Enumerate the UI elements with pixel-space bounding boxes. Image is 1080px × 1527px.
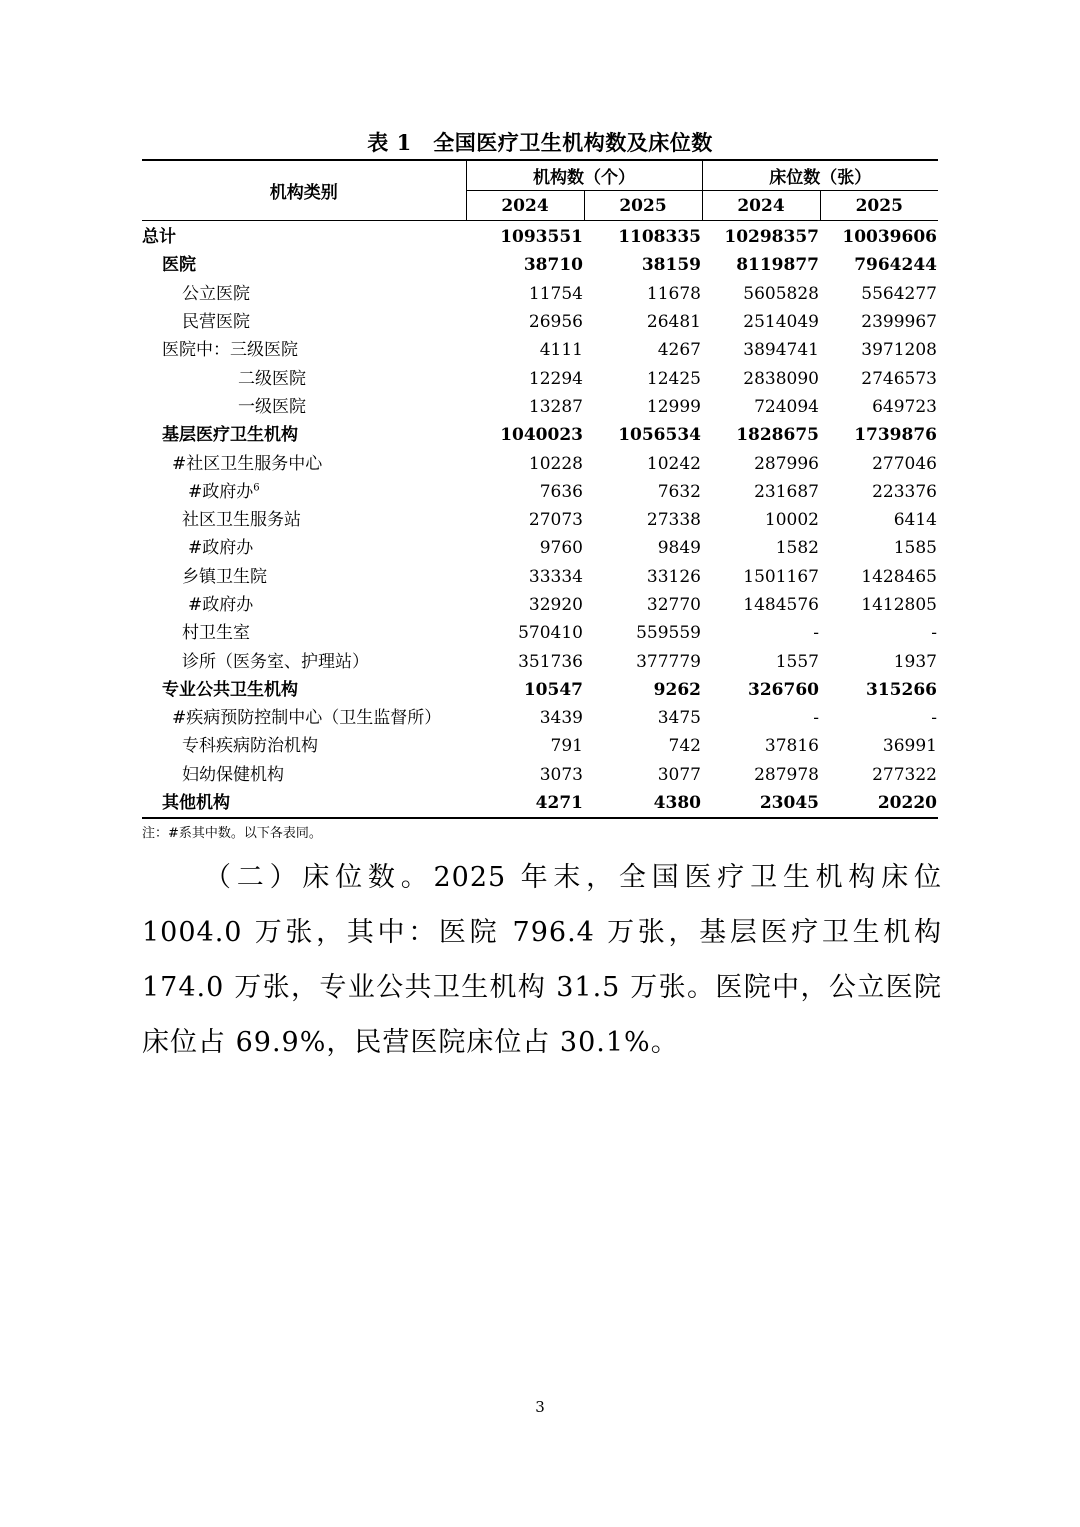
- row-label: #疾病预防控制中心（卫生监督所）: [172, 708, 442, 729]
- table-row: [142, 421, 938, 449]
- row-label: 民营医院: [182, 312, 250, 333]
- table-cell: 791: [550, 736, 583, 757]
- table-cell: 277322: [872, 764, 937, 785]
- table-note: 注：#系其中数。以下各表同。: [142, 826, 322, 841]
- table-cell: 10547: [523, 679, 583, 700]
- table-cell: 33334: [528, 566, 583, 587]
- table-cell: 5564277: [861, 283, 937, 304]
- table-cell: 38159: [641, 255, 701, 276]
- table-cell: 37816: [764, 736, 819, 757]
- table-cell: 277046: [872, 453, 937, 474]
- table-cell: 1937: [893, 651, 937, 672]
- table-cell: 351736: [518, 651, 583, 672]
- table-cell: 12999: [646, 396, 701, 417]
- table-cell: 36991: [882, 736, 937, 757]
- table-row: [142, 534, 938, 562]
- table-cell: 4380: [584, 789, 702, 818]
- table-cell: 10002: [764, 510, 819, 531]
- table-row: [142, 221, 938, 252]
- table-cell: 1108335: [618, 227, 701, 248]
- row-label: #政府办: [188, 595, 254, 615]
- table-cell: 287978: [754, 764, 819, 785]
- table-cell: 27073: [528, 510, 583, 531]
- row-label-text: #政府办: [188, 481, 254, 502]
- table-row: [142, 704, 938, 732]
- table-cell: 326760: [748, 679, 819, 700]
- row-label: 社区卫生服务站: [182, 510, 301, 531]
- table-cell: 1557: [775, 651, 819, 672]
- table-row: [142, 563, 938, 591]
- table-cell: 32770: [646, 595, 701, 615]
- table-row: [142, 478, 938, 506]
- table-cell: 1828675: [736, 425, 819, 446]
- table-cell: 7964244: [854, 255, 937, 276]
- table-cell: 2746573: [861, 368, 937, 389]
- table-cell: 10039606: [842, 227, 937, 248]
- table-row: [142, 647, 938, 675]
- table-cell: 377779: [636, 651, 701, 672]
- row-label: 诊所（医务室、护理站）: [182, 651, 369, 672]
- table-cell: 12425: [646, 368, 701, 389]
- table-cell: 1739876: [854, 425, 937, 446]
- table-row: [142, 364, 938, 392]
- table-row: [142, 761, 938, 789]
- table-cell: 1428465: [861, 566, 937, 587]
- table-row: [142, 336, 938, 364]
- row-label: #政府办: [188, 538, 254, 559]
- row-label: 乡镇卫生院: [182, 566, 267, 587]
- row-label: 总计: [142, 227, 176, 248]
- header-year: 2025: [820, 191, 938, 221]
- header-year: 2024: [466, 191, 584, 221]
- table-cell: -: [813, 708, 819, 729]
- row-label: 专业公共卫生机构: [162, 679, 298, 700]
- header-institutions-group: 机构数（个）: [466, 160, 702, 191]
- table-cell: -: [931, 623, 937, 644]
- table-cell: 1582: [775, 538, 819, 559]
- row-label: [142, 478, 466, 506]
- table-cell: -: [931, 708, 937, 729]
- footnote-marker: 6: [253, 482, 260, 494]
- table-cell: 9760: [539, 538, 583, 559]
- table-cell: 27338: [646, 510, 701, 531]
- page-number: 3: [535, 1398, 545, 1416]
- table-cell: 2514049: [743, 312, 819, 333]
- table-cell: 12294: [528, 368, 583, 389]
- table-cell: 13287: [528, 396, 583, 417]
- table-row: [142, 789, 938, 818]
- table-cell: 724094: [754, 396, 819, 417]
- table-cell: 3439: [539, 708, 583, 729]
- header-category: 机构类别: [142, 160, 466, 221]
- table-title: 表 1 全国医疗卫生机构数及床位数: [367, 130, 713, 155]
- table-cell: 3894741: [743, 340, 819, 361]
- table-cell: 4271: [466, 789, 584, 818]
- table-row: [142, 251, 938, 279]
- table-cell: 1484576: [743, 595, 819, 615]
- table-row: [142, 506, 938, 534]
- table-cell: 1040023: [500, 425, 583, 446]
- table-cell: 10228: [528, 453, 583, 474]
- row-label: 公立医院: [182, 283, 250, 304]
- table-cell: -: [813, 623, 819, 644]
- body-paragraph: （二）床位数。2025 年末，全国医疗卫生机构床位 1004.0 万张，其中：医院 796.4 万张，基层医疗卫生机构 174.0 万张，专业公共卫生机构 31.5 万张。医院中，公立医院床位占 69.9%，民营医院床位占 30.1%。: [142, 862, 942, 1058]
- table-cell: 1501167: [743, 566, 819, 587]
- table-row: [142, 676, 938, 704]
- header-year: 2025: [584, 191, 702, 221]
- table-row: [142, 591, 938, 619]
- table-cell: 23045: [702, 789, 820, 818]
- table-cell: 742: [668, 736, 701, 757]
- table-cell: 231687: [754, 481, 819, 502]
- table-cell: 3971208: [861, 340, 937, 361]
- table-cell: 315266: [866, 679, 937, 700]
- table-cell: 3077: [657, 764, 701, 785]
- table-cell: 559559: [636, 623, 701, 644]
- row-label: 基层医疗卫生机构: [162, 425, 298, 446]
- table-row: [142, 619, 938, 647]
- table-cell: 7636: [539, 481, 583, 502]
- table-cell: 3475: [657, 708, 701, 729]
- table-cell: 1585: [893, 538, 937, 559]
- table-cell: 1056534: [618, 425, 701, 446]
- table-cell: 649723: [872, 396, 937, 417]
- table-cell: 1093551: [500, 227, 583, 248]
- table-cell: 2399967: [861, 312, 937, 333]
- table-cell: 2838090: [743, 368, 819, 389]
- table-cell: 4111: [539, 340, 583, 361]
- table-cell: 9262: [653, 679, 701, 700]
- table-cell: 8119877: [736, 255, 819, 276]
- row-label: #社区卫生服务中心: [172, 453, 323, 474]
- row-label: 一级医院: [238, 396, 306, 417]
- table-cell: 9849: [657, 538, 701, 559]
- row-label: 村卫生室: [182, 623, 250, 644]
- table-cell: 4267: [657, 340, 701, 361]
- table-cell: 5605828: [743, 283, 819, 304]
- institutions-beds-table: [142, 159, 938, 819]
- table-row: [142, 393, 938, 421]
- table-cell: 11678: [646, 283, 701, 304]
- row-label: 二级医院: [238, 368, 306, 389]
- row-label: 医院: [162, 255, 196, 276]
- table-cell: 10242: [646, 453, 701, 474]
- header-year: 2024: [702, 191, 820, 221]
- table-row: [142, 449, 938, 477]
- table-cell: 6414: [893, 510, 937, 531]
- table-row: [142, 732, 938, 760]
- header-beds-group: 床位数（张）: [702, 160, 938, 191]
- table-cell: 570410: [518, 623, 583, 644]
- table-row: [142, 308, 938, 336]
- table-cell: 38710: [523, 255, 583, 276]
- row-label: 其他机构: [142, 789, 466, 818]
- table-cell: 1412805: [861, 595, 937, 615]
- table-cell: 32920: [528, 595, 583, 615]
- table-cell: 20220: [820, 789, 938, 818]
- table-cell: 33126: [646, 566, 701, 587]
- row-label: 医院中：三级医院: [162, 340, 298, 361]
- table-cell: 10298357: [724, 227, 819, 248]
- row-label: 专科疾病防治机构: [182, 736, 318, 757]
- table-cell: 26956: [528, 312, 583, 333]
- table-cell: 7632: [657, 481, 701, 502]
- table-cell: 287996: [754, 453, 819, 474]
- table-cell: 223376: [872, 481, 937, 502]
- table-row: [142, 280, 938, 308]
- table-cell: 3073: [539, 764, 583, 785]
- row-label: 妇幼保健机构: [182, 764, 284, 785]
- table-cell: 26481: [646, 312, 701, 333]
- table-cell: 11754: [528, 283, 583, 304]
